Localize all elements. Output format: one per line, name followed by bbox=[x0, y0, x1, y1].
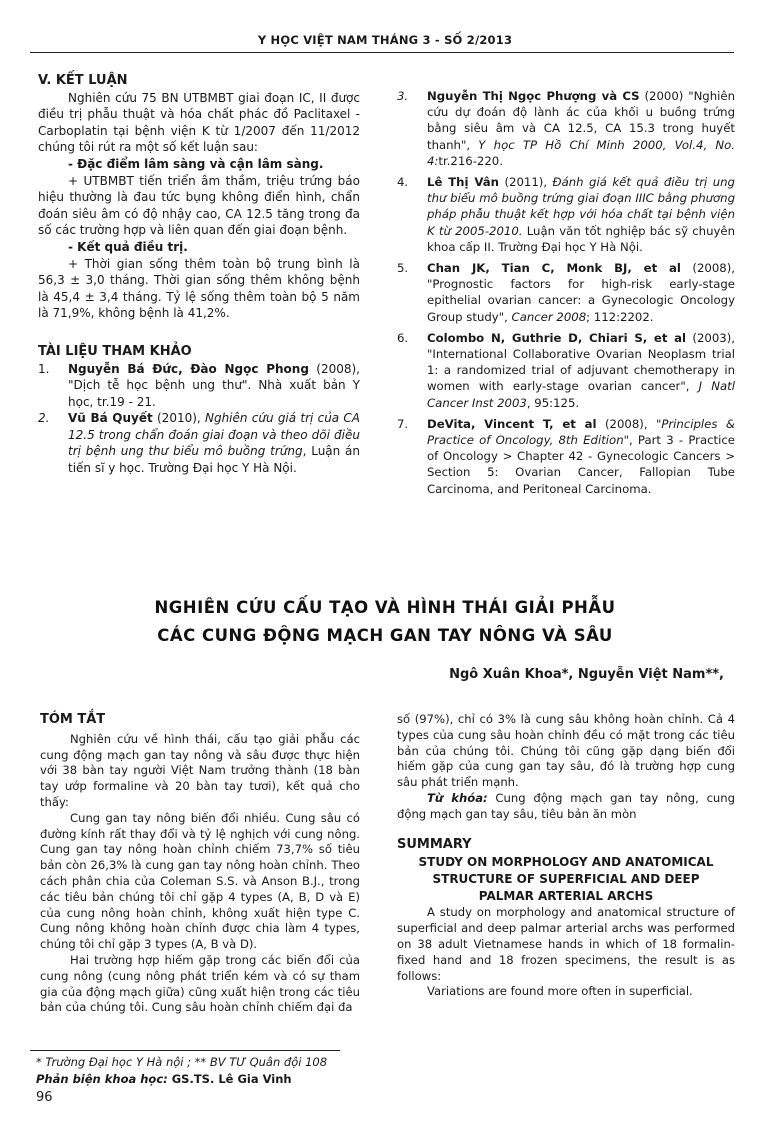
conclusion-subheading-clinical: - Đặc điểm lâm sàng và cận lâm sàng. bbox=[68, 156, 324, 171]
references-heading: TÀI LIỆU THAM KHẢO bbox=[38, 343, 192, 359]
reference-detail: (2000) "Nghiên cứu dự đoán độ lành ác của khối u buồng trứng bằng siêu âm và CA 12.5, CA 15.3 trong huyết thanh", bbox=[427, 89, 735, 152]
keywords bbox=[397, 791, 735, 823]
reference-authors: Chan JK, Tian C, Monk BJ, et al bbox=[427, 261, 681, 276]
reference-year: (2011), bbox=[498, 175, 553, 190]
reference-detail: (2008), "Dịch tễ học bệnh ung thư". Nhà xuất bản Y học, tr.19 - 21. bbox=[68, 361, 360, 409]
header-rule bbox=[30, 52, 734, 53]
reference-detail: , Luận án tiến sĩ y học. Trường Đại học Y Hà Nội. bbox=[68, 444, 360, 476]
reference-authors: Vũ Bá Quyết bbox=[68, 411, 153, 426]
reference-year: (2010), bbox=[152, 411, 205, 426]
journal-header: Y HỌC VIỆT NAM THÁNG 3 - SỐ 2/2013 bbox=[257, 33, 513, 47]
conclusion-results-text: + Thời gian sống thêm toàn bộ trung bình là 56,3 ± 3,0 tháng. Thời gian sống thêm không bệnh là 45,4 ± 3,4 tháng. Tỷ lệ sống thêm toàn bộ 5 năm là 71,9%, không bệnh là 41,2%. bbox=[38, 256, 360, 321]
reference-authors: Nguyễn Thị Ngọc Phượng và CS bbox=[427, 89, 640, 103]
reference-text bbox=[427, 416, 735, 497]
summary-title-line: STRUCTURE OF SUPERFICIAL AND DEEP bbox=[432, 872, 700, 887]
article-authors: Ngô Xuân Khoa*, Nguyễn Việt Nam**, bbox=[449, 667, 724, 682]
summary-paragraph: Variations are found more often in superficial. bbox=[427, 984, 693, 999]
reference-journal: Y học TP Hồ Chí Minh 2000, Vol.4, No. 4: bbox=[427, 137, 735, 168]
keywords-label: Từ khóa: bbox=[427, 790, 488, 805]
reference-authors: DeVita, Vincent T, et al bbox=[427, 416, 597, 431]
reference-detail: Luận văn tốt nghiệp bác sỹ chuyên khoa cấp II. Trường Đại học Y Hà Nội. bbox=[427, 223, 735, 254]
reference-text bbox=[427, 260, 735, 325]
footnote-reviewer bbox=[36, 1072, 292, 1086]
reference-number: 6. bbox=[397, 330, 409, 345]
reference-text bbox=[427, 174, 735, 255]
conclusion-subheading-results: - Kết quả điều trị. bbox=[68, 239, 188, 254]
reference-number: 1. bbox=[38, 361, 50, 376]
conclusion-intro: Nghiên cứu 75 BN UTBMBT giai đoạn IC, II được điều trị phẫu thuật và hóa chất phác đồ Paclitaxel - Carboplatin tại bệnh viện K từ 1/2007 đến 11/2012 chúng tôi rút ra một số kết luận sau: bbox=[38, 90, 360, 155]
reference-number: 7. bbox=[397, 416, 409, 431]
reference-title: Đánh giá kết quả điều trị ung thư biểu mô buồng trứng giai đoạn IIIC bằng phương pháp phẫu thuật kết hợp với hóa chất tại bệnh viện K từ 2005-2010. bbox=[427, 175, 735, 238]
summary-title-line: PALMAR ARTERIAL ARCHS bbox=[478, 889, 654, 904]
abstract-paragraph: Cung gan tay nông biến đổi nhiều. Cung sâu có đường kính rất thay đổi và tỷ lệ nghịch với cung nông. Cung gan tay nông hoàn chỉnh chiếm 73,7% số tiêu bản còn 26,3% là cung gan tay nông hoàn chỉnh. Theo cách phân chia của Coleman S.S. và Anson B.J., trong các tiêu bản chúng tôi chỉ gặp 4 types (A, B, D và E) của cung nông hoàn chỉnh, không xuất hiện type C. Cung nông không hoàn chỉnh được chia làm 4 types, chúng tôi chỉ gặp 3 types (A, B và D). bbox=[40, 810, 360, 952]
reference-authors: Colombo N, Guthrie D, Chiari S, et al bbox=[427, 330, 687, 345]
reference-detail: (2003), "International Collaborative Ovarian Neoplasm trial 1: a randomized trial of adjuvant chemotherapy in women with early-stage ovarian cancer", bbox=[427, 330, 736, 394]
reference-year: (2008), bbox=[596, 416, 656, 431]
keywords-text: Cung động mạch gan tay nông, cung động mạch gan tay sâu, tiêu bản ăn mòn bbox=[397, 790, 735, 821]
reference-item bbox=[38, 361, 360, 411]
reference-text bbox=[68, 410, 360, 476]
reference-detail: , Part 3 - Practice of Oncology > Chapter 42 - Gynecologic Cancers > Section 5: Ovarian Cancer, Fallopian Tube Carcinoma, and Peritoneal Carcinoma. bbox=[427, 433, 735, 496]
reference-item bbox=[397, 416, 735, 497]
summary-title-line: STUDY ON MORPHOLOGY AND ANATOMICAL bbox=[418, 855, 714, 870]
reference-journal: J Natl Cancer Inst 2003 bbox=[427, 379, 735, 410]
reviewer-name: GS.TS. Lê Gia Vinh bbox=[167, 1072, 292, 1086]
reference-number: 4. bbox=[397, 175, 409, 190]
reference-authors: Lê Thị Vân bbox=[427, 175, 499, 190]
reference-pages: ; 112:2202. bbox=[586, 309, 654, 324]
conclusion-heading: V. KẾT LUẬN bbox=[38, 73, 128, 88]
references-column bbox=[397, 88, 735, 497]
reference-title: "Principles & Practice of Oncology, 8th Edition" bbox=[427, 416, 735, 448]
reference-number: 5. bbox=[397, 261, 409, 276]
footnote-affiliations: * Trường Đại học Y Hà nội ; ** BV TƯ Quân đội 108 bbox=[36, 1055, 328, 1069]
footnote-rule bbox=[30, 1050, 340, 1051]
reviewer-label: Phản biện khoa học: bbox=[36, 1072, 168, 1086]
summary-paragraph: A study on morphology and anatomical structure of superficial and deep palmar arterial archs was performed on 38 adult Vietnamese hands in which of 18 formalin-fixed hand and 18 frozen specimens, the result is as follows: bbox=[397, 905, 735, 983]
abstract-heading: TÓM TẮT bbox=[40, 712, 106, 727]
abstract-vi-column bbox=[40, 712, 360, 1016]
reference-item bbox=[38, 410, 360, 476]
reference-text bbox=[68, 361, 360, 411]
conclusion-clinical-text: + UTBMBT tiến triển âm thầm, triệu trứng báo hiệu thường là đau tức bụng không điển hình, chẩn đoán siêu âm có độ nhậy cao, CA 12.5 tăng trong đa số các trường hợp và liên quan đến giai đoạn bệnh. bbox=[38, 173, 360, 238]
reference-authors: Nguyễn Bá Đức, Đào Ngọc Phong bbox=[68, 361, 309, 376]
reference-detail: (2008), "Prognostic factors for high-risk early-stage epithelial ovarian cancer: a Gynecologic Oncology Group study", bbox=[427, 261, 735, 324]
reference-title: Nghiên cứu giá trị của CA 12.5 trong chẩn đoán giai đoạn và theo dõi điều trị bệnh ung thư biểu mô buồng trứng bbox=[68, 411, 360, 459]
reference-number: 2. bbox=[38, 411, 50, 426]
reference-pages: , 95:125. bbox=[526, 395, 580, 410]
reference-item bbox=[397, 260, 735, 325]
reference-pages: tr.216-220. bbox=[438, 153, 503, 168]
article-title-line-1: NGHIÊN CỨU CẤU TẠO VÀ HÌNH THÁI GIẢI PHẪU bbox=[154, 598, 616, 617]
reference-item bbox=[397, 174, 735, 255]
reference-journal: Cancer 2008 bbox=[511, 309, 587, 324]
abstract-paragraph: Hai trường hợp hiếm gặp trong các biến đổi của cung nông (cung nông phát triển kém và có sự tham gia của động mạch giữa) cũng xuất hiện trong các tiêu bản của chúng tôi. Cung sâu hoàn chỉnh chiếm đại đa bbox=[40, 952, 360, 1015]
conclusion-column bbox=[38, 73, 360, 477]
abstract-summary-column bbox=[397, 712, 735, 1000]
reference-number: 3. bbox=[397, 89, 409, 103]
reference-text bbox=[427, 330, 735, 411]
reference-item bbox=[397, 88, 735, 169]
reference-item bbox=[397, 330, 735, 411]
abstract-paragraph: số (97%), chỉ có 3% là cung sâu không hoàn chỉnh. Cả 4 types của cung sâu hoàn chỉnh đều có mặt trong các tiêu bản của chúng tôi. Chúng tôi cũng gặp dạng biến đổi hiếm gặp của cung gan tay sâu, đó là trường hợp cung sâu phát triển mạnh. bbox=[397, 712, 735, 790]
reference-text bbox=[427, 88, 735, 169]
abstract-paragraph: Nghiên cứu về hình thái, cấu tạo giải phẫu các cung động mạch gan tay nông và sâu được thực hiện với 38 bàn tay người Việt Nam trưởng thành (18 bàn tay ướp formaline và 20 bàn tay tươi), kết quả cho thấy: bbox=[40, 731, 360, 809]
article-title-line-2: CÁC CUNG ĐỘNG MẠCH GAN TAY NÔNG VÀ SÂU bbox=[157, 626, 613, 645]
page-number: 96 bbox=[36, 1090, 53, 1105]
summary-heading: SUMMARY bbox=[397, 836, 472, 852]
